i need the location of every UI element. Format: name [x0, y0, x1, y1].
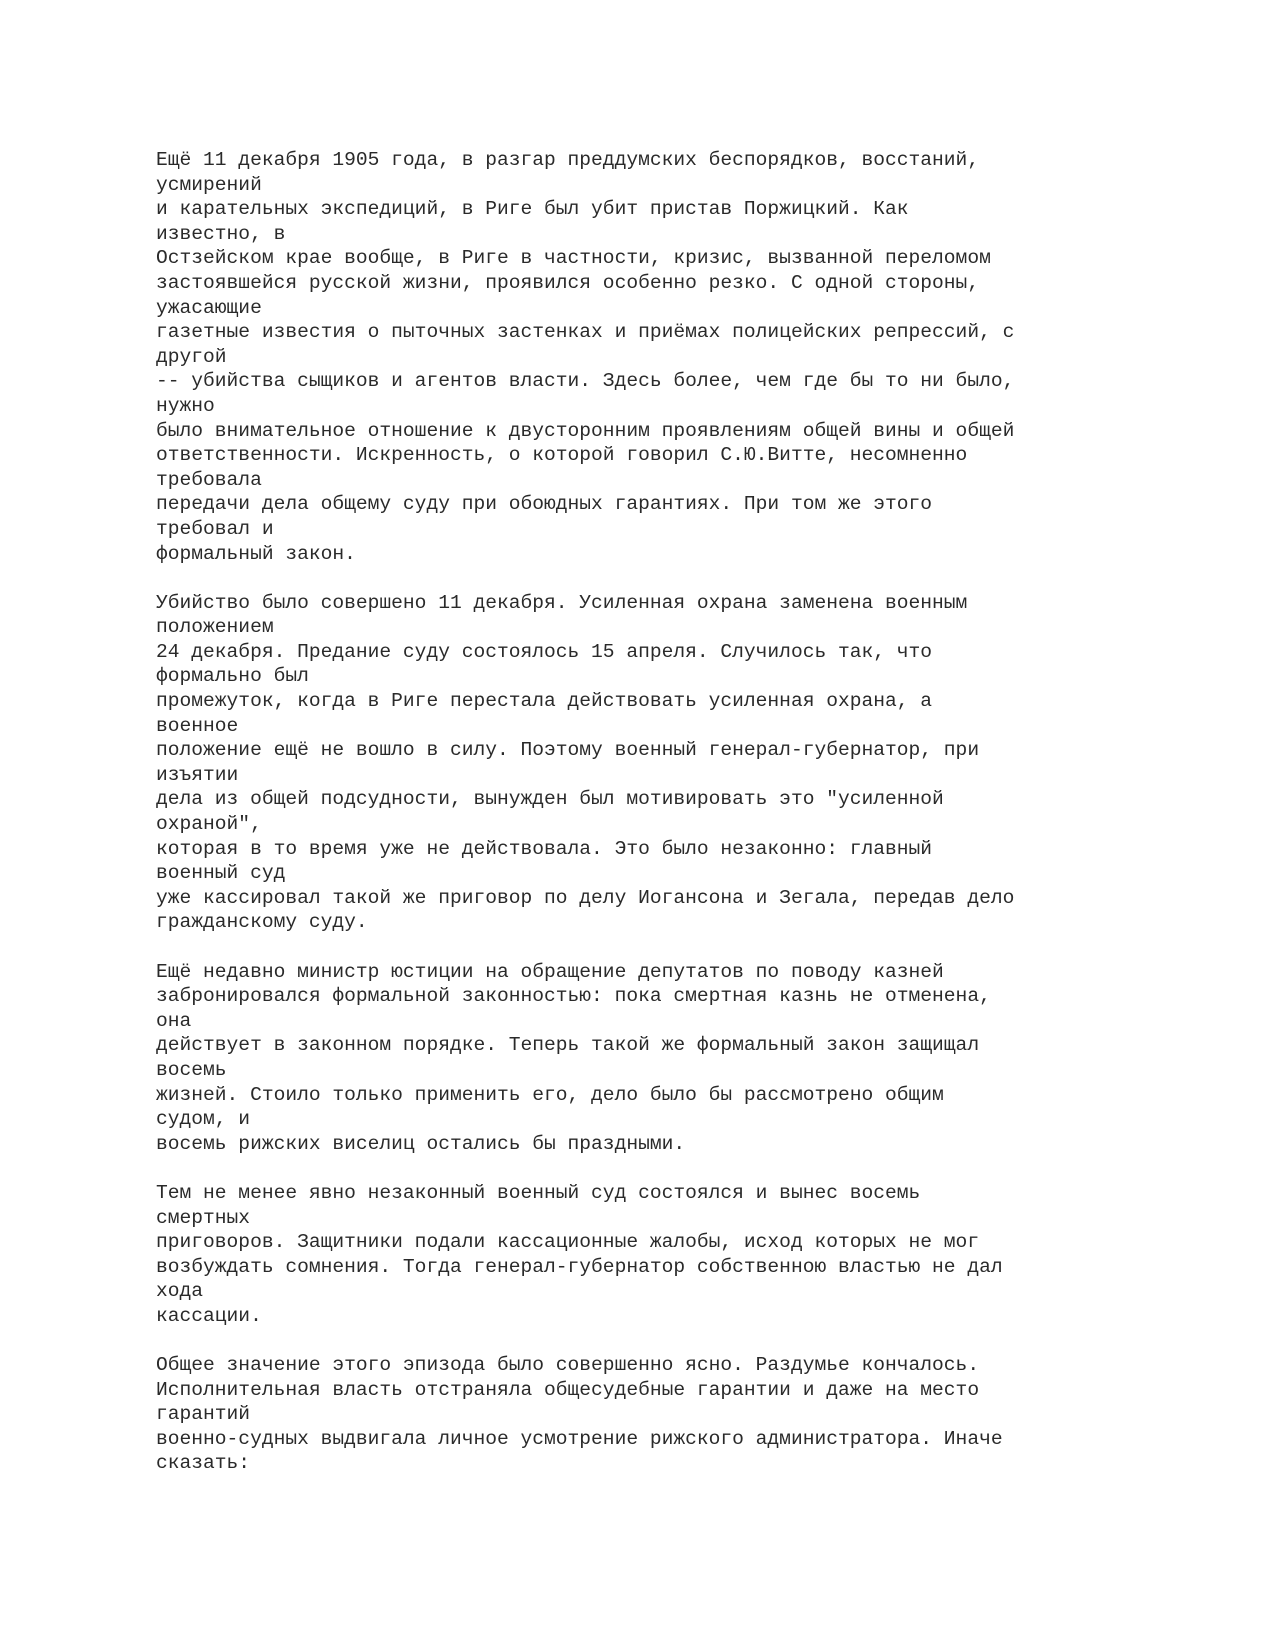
- text-line: изъятии: [156, 763, 239, 786]
- text-line: 24 декабря. Предание суду состоялось 15 апреля. Случилось так, что: [156, 640, 933, 663]
- paragraph-2: [156, 591, 1216, 935]
- text-line: требовал и: [156, 517, 274, 540]
- text-line: дела из общей подсудности, вынужден был мотивировать это "усиленной: [156, 788, 944, 811]
- text-line: формально был: [156, 665, 309, 688]
- text-line: Общее значение этого эпизода было совершенно ясно. Раздумье кончалось.: [156, 1354, 980, 1377]
- text-line: военно-судных выдвигала личное усмотрение рижского администратора. Иначе: [156, 1427, 1003, 1450]
- text-line: Остзейском крае вообще, в Риге в частности, кризис, вызванной переломом: [156, 247, 991, 270]
- text-line: застоявшейся русской жизни, проявился особенно резко. С одной стороны,: [156, 271, 980, 294]
- text-line: хода: [156, 1280, 204, 1303]
- text-line: ответственности. Искренность, о которой говорил С.Ю.Витте, несомненно: [156, 444, 968, 467]
- text-line: Убийство было совершено 11 декабря. Усиленная охрана заменена военным: [156, 591, 968, 614]
- document-text: [156, 148, 1216, 1501]
- text-line: судом, и: [156, 1108, 251, 1131]
- text-line: Исполнительная власть отстраняла общесудебные гарантии и даже на место: [156, 1378, 980, 1401]
- text-line: военный суд: [156, 862, 286, 885]
- text-line: восемь: [156, 1058, 227, 1081]
- text-line: промежуток, когда в Риге перестала действовать усиленная охрана, а: [156, 690, 933, 713]
- text-line: приговоров. Защитники подали кассационные жалобы, исход которых не мог: [156, 1231, 980, 1254]
- text-line: которая в то время уже не действовала. Это было незаконно: главный: [156, 837, 933, 860]
- text-line: -- убийства сыщиков и агентов власти. Здесь более, чем где бы то ни было,: [156, 370, 1015, 393]
- text-line: гарантий: [156, 1403, 251, 1426]
- text-line: смертных: [156, 1206, 251, 1229]
- text-line: жизней. Стоило только применить его, дело было бы рассмотрено общим: [156, 1083, 944, 1106]
- text-line: охраной",: [156, 813, 262, 836]
- text-line: передачи дела общему суду при обоюдных гарантиях. При том же этого: [156, 493, 933, 516]
- text-line: было внимательное отношение к двусторонним проявлениям общей вины и общей: [156, 419, 1015, 442]
- text-line: ужасающие: [156, 296, 262, 319]
- text-line: нужно: [156, 394, 215, 417]
- text-line: уже кассировал такой же приговор по делу Иогансона и Зегала, передав дело: [156, 886, 1015, 909]
- text-line: известно, в: [156, 222, 286, 245]
- text-line: сказать:: [156, 1452, 251, 1475]
- text-line: военное: [156, 714, 239, 737]
- text-line: Ещё 11 декабря 1905 года, в разгар преддумских беспорядков, восстаний,: [156, 149, 980, 171]
- paragraph-5: [156, 1353, 1216, 1476]
- paragraph-3: [156, 960, 1216, 1157]
- text-line: кассации.: [156, 1304, 262, 1327]
- text-line: Тем не менее явно незаконный военный суд состоялся и вынес восемь: [156, 1181, 921, 1204]
- text-line: другой: [156, 345, 227, 368]
- text-line: положением: [156, 616, 274, 639]
- text-line: возбуждать сомнения. Тогда генерал-губернатор собственною властью не дал: [156, 1255, 1003, 1278]
- text-line: гражданскому суду.: [156, 911, 368, 934]
- text-line: и карательных экспедиций, в Риге был убит пристав Поржицкий. Как: [156, 198, 909, 221]
- text-line: она: [156, 1009, 192, 1032]
- text-line: забронировался формальной законностью: пока смертная казнь не отменена,: [156, 985, 991, 1008]
- text-line: восемь рижских виселиц остались бы праздными.: [156, 1132, 686, 1155]
- text-line: усмирений: [156, 173, 262, 196]
- text-line: формальный закон.: [156, 542, 356, 565]
- text-line: требовала: [156, 468, 262, 491]
- text-line: действует в законном порядке. Теперь такой же формальный закон защищал: [156, 1034, 980, 1057]
- text-line: газетные известия о пыточных застенках и приёмах полицейских репрессий, с: [156, 321, 1015, 344]
- paragraph-1: [156, 148, 1216, 566]
- text-line: положение ещё не вошло в силу. Поэтому военный генерал-губернатор, при: [156, 739, 980, 762]
- text-line: Ещё недавно министр юстиции на обращение депутатов по поводу казней: [156, 960, 944, 983]
- paragraph-4: [156, 1181, 1216, 1329]
